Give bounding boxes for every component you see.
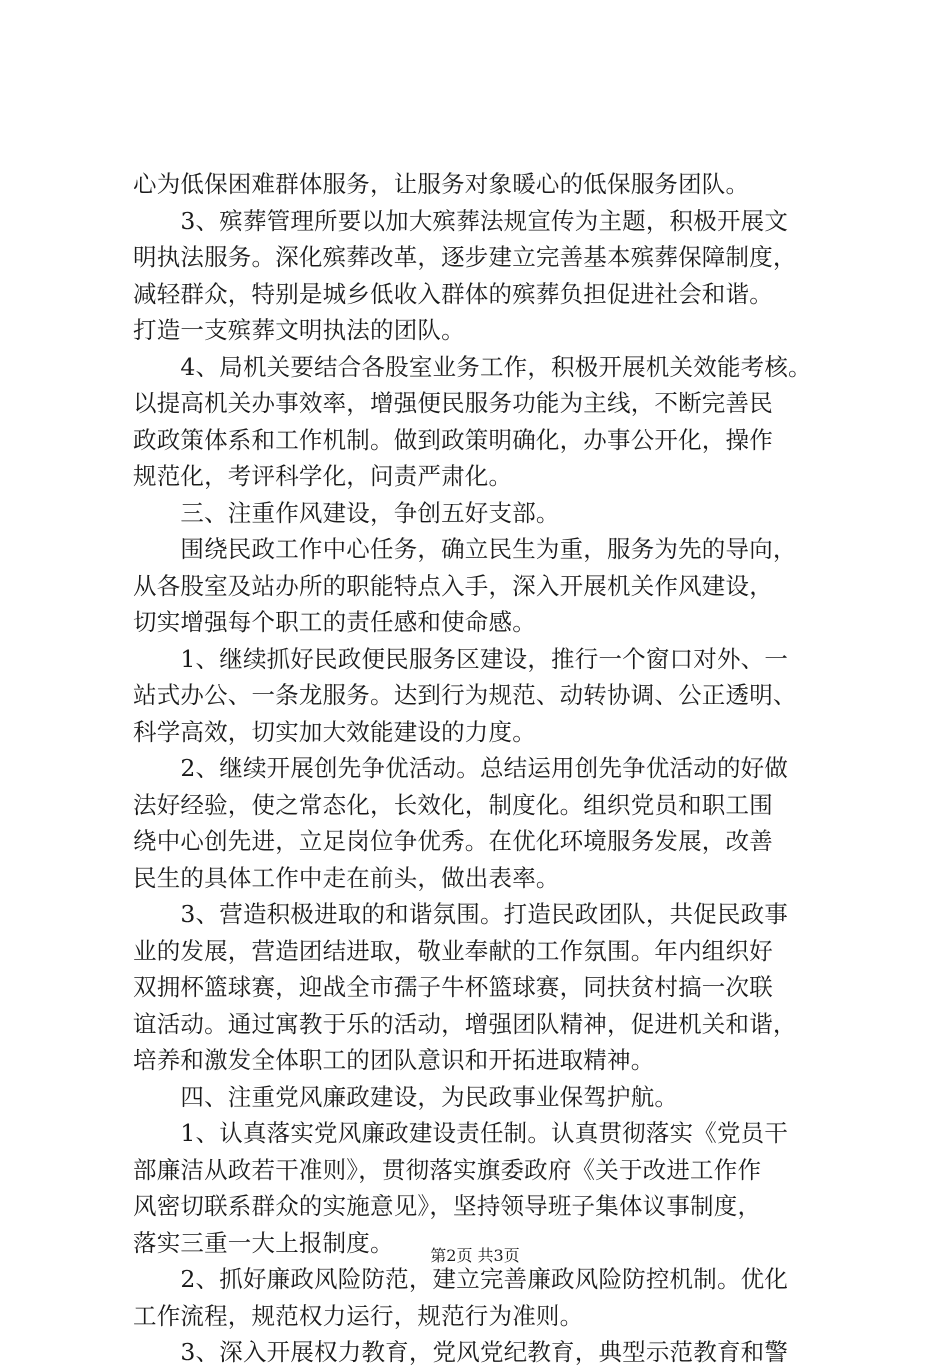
text-line: 4、局机关要结合各股室业务工作，积极开展机关效能考核。 <box>133 352 812 381</box>
text-line: 风密切联系群众的实施意见》，坚持领导班子集体议事制度， <box>133 1192 762 1220</box>
text-line: 政政策体系和工作机制。做到政策明确化，办事公开化，操作 <box>133 425 773 454</box>
text-line: 双拥杯篮球赛，迎战全市孺子牛杯篮球赛，同扶贫村搞一次联 <box>133 973 773 1001</box>
document-body <box>133 166 853 1371</box>
text-line: 打造一支殡葬文明执法的团队。 <box>133 316 465 344</box>
text-line: 从各股室及站办所的职能特点入手，深入开展机关作风建设， <box>133 571 773 600</box>
text-line: 切实增强每个职工的责任感和使命感。 <box>133 608 536 636</box>
text-line: 3、殡葬管理所要以加大殡葬法规宣传为主题，积极开展文 <box>133 206 789 235</box>
text-line: 减轻群众，特别是城乡低收入群体的殡葬负担促进社会和谐。 <box>133 279 773 308</box>
text-line: 1、继续抓好民政便民服务区建设，推行一个窗口对外、一 <box>133 644 789 673</box>
text-line: 谊活动。通过寓教于乐的活动，增强团队精神，促进机关和谐， <box>133 1009 797 1038</box>
text-line: 2、继续开展创先争优活动。总结运用创先争优活动的好做 <box>133 754 789 782</box>
text-line: 培养和激发全体职工的团队意识和开拓进取精神。 <box>133 1046 655 1074</box>
text-line: 科学高效，切实加大效能建设的力度。 <box>133 717 536 746</box>
text-line: 落实三重一大上报制度。 <box>133 1228 394 1257</box>
text-line: 3、营造积极进取的和谐氛围。打造民政团队，共促民政事 <box>133 900 789 928</box>
text-line: 明执法服务。深化殡葬改革，逐步建立完善基本殡葬保障制度， <box>133 243 797 271</box>
text-line: 2、抓好廉政风险防范，建立完善廉政风险防控机制。优化 <box>133 1265 789 1293</box>
text-line: 法好经验，使之常态化，长效化，制度化。组织党员和职工围 <box>133 790 773 819</box>
section-heading: 三、注重作风建设，争创五好支部。 <box>133 498 560 527</box>
text-line: 部廉洁从政若干准则》，贯彻落实旗委政府《关于改进工作作 <box>133 1155 762 1184</box>
text-line: 3、深入开展权力教育，党风党纪教育，典型示范教育和警 <box>133 1338 789 1366</box>
text-line: 规范化，考评科学化，问责严肃化。 <box>133 462 513 490</box>
text-line: 绕中心创先进，立足岗位争优秀。在优化环境服务发展，改善 <box>133 827 773 855</box>
text-line: 围绕民政工作中心任务，确立民生为重，服务为先的导向， <box>133 535 797 563</box>
text-line: 心为低保困难群体服务，让服务对象暖心的低保服务团队。 <box>133 170 750 198</box>
text-line: 民生的具体工作中走在前头，做出表率。 <box>133 863 560 892</box>
text-line: 以提高机关办事效率，增强便民服务功能为主线，不断完善民 <box>133 389 773 417</box>
text-line: 业的发展，营造团结进取，敬业奉献的工作氛围。年内组织好 <box>133 936 773 965</box>
text-line: 站式办公、一条龙服务。达到行为规范、动转协调、公正透明、 <box>133 681 797 709</box>
text-line: 工作流程，规范权力运行，规范行为准则。 <box>133 1301 584 1330</box>
page-number-footer: 第2页 共3页 <box>430 1246 520 1265</box>
text-line: 1、认真落实党风廉政建设责任制。认真贯彻落实《党员干 <box>133 1119 789 1147</box>
section-heading: 四、注重党风廉政建设，为民政事业保驾护航。 <box>133 1082 679 1111</box>
